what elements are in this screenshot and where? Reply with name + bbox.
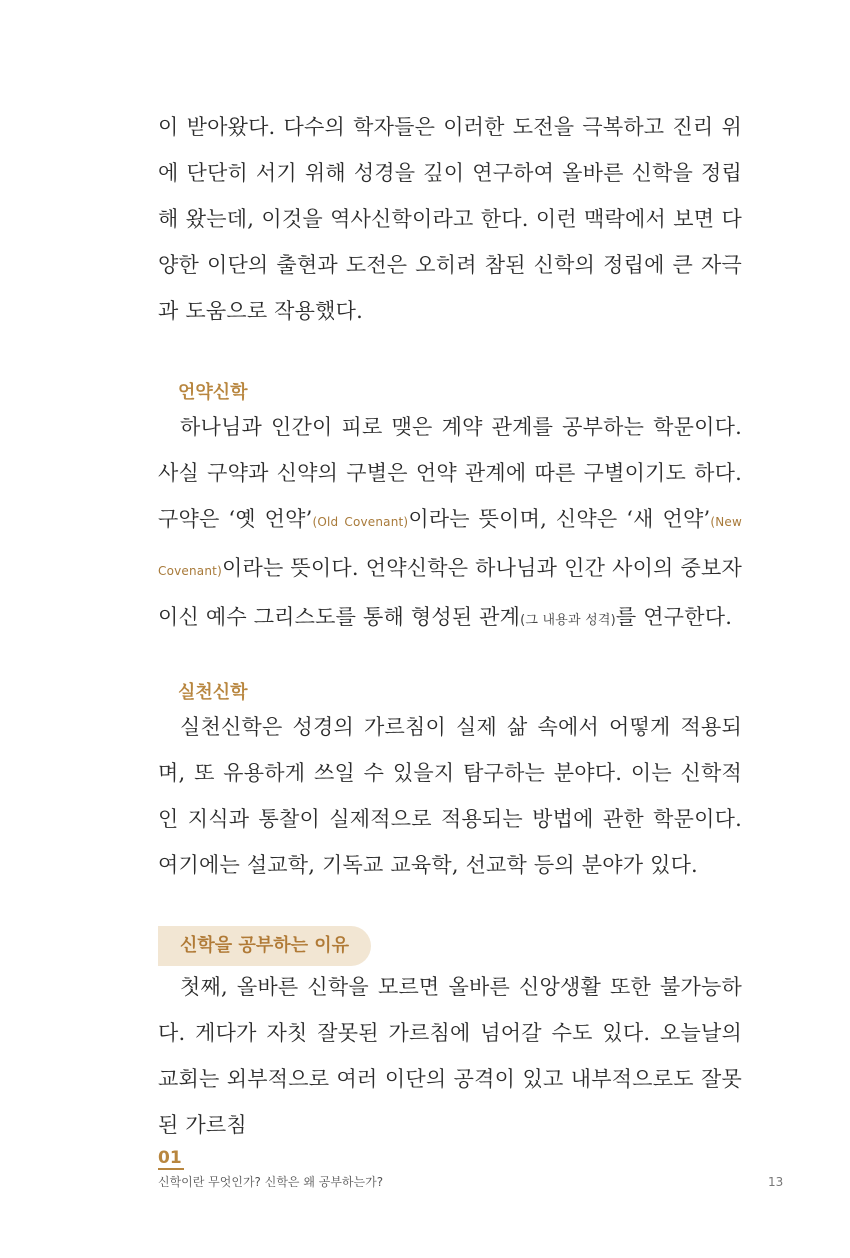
practical-theology-heading: 실천신학	[178, 682, 248, 703]
covenant-text-2: 이라는 뜻이며, 신약은 ‘새 언약’	[408, 507, 711, 531]
old-covenant-english: (Old Covenant)	[312, 515, 409, 529]
reason-paragraph	[158, 964, 742, 1148]
chapter-underline	[158, 1168, 184, 1170]
why-study-theology-heading: 신학을 공부하는 이유	[158, 926, 371, 966]
covenant-text-3: 이라는 뜻이다. 언약신학은 하나님과 인간 사이의 중보자이신 예수 그리스도를 통해 형성된 관계	[158, 556, 742, 629]
covenant-paragraph	[158, 404, 742, 644]
chapter-title: 신학이란 무엇인가? 신학은 왜 공부하는가?	[158, 1175, 384, 1189]
covenant-text-4: 를 연구한다.	[615, 605, 733, 629]
new-covenant-english: (New Covenant)	[158, 515, 742, 578]
reason-text: 첫째, 올바른 신학을 모르면 올바른 신앙생활 또한 불가능하다. 게다가 자칫 잘못된 가르침에 넘어갈 수도 있다. 오늘날의 교회는 외부적으로 여러 이단의 공격이 있고 내부적으로도 잘못된 가르침	[158, 975, 742, 1137]
covenant-text-1: 하나님과 인간이 피로 맺은 계약 관계를 공부하는 학문이다. 사실 구약과 신약의 구별은 언약 관계에 따른 구별이기도 하다. 구약은 ‘옛 언약’	[158, 415, 742, 531]
practical-paragraph	[158, 704, 742, 888]
intro-text: 이 받아왔다. 다수의 학자들은 이러한 도전을 극복하고 진리 위에 단단히 서기 위해 성경을 깊이 연구하여 올바른 신학을 정립해 왔는데, 이것을 역사신학이라고 한다. 이런 맥락에서 보면 다양한 이단의 출현과 도전은 오히려 참된 신학의 정립에 큰 자극과 도움으로 작용했다.	[158, 115, 742, 323]
chapter-number: 01	[158, 1148, 182, 1168]
covenant-theology-heading: 언약신학	[178, 382, 248, 403]
practical-text: 실천신학은 성경의 가르침이 실제 삶 속에서 어떻게 적용되며, 또 유용하게 쓰일 수 있을지 탐구하는 분야다. 이는 신학적인 지식과 통찰이 실제적으로 적용되는 방법에 관한 학문이다. 여기에는 설교학, 기독교 교육학, 선교학 등의 분야가 있다.	[158, 715, 742, 877]
relationship-note: (그 내용과 성격)	[520, 613, 616, 628]
page-number: 13	[768, 1175, 784, 1189]
intro-paragraph	[158, 104, 742, 334]
